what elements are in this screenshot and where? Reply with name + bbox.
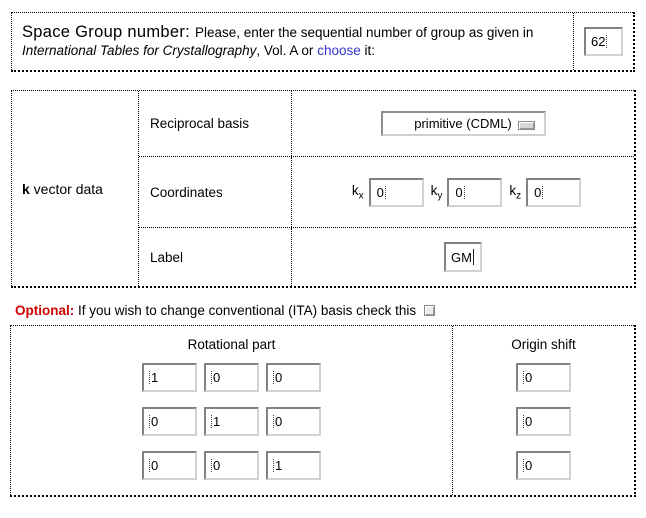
matrix-input-r2c1[interactable]: 0 [204, 451, 259, 480]
matrix-input-r0c2[interactable]: 0 [266, 363, 321, 392]
rotational-matrix [142, 363, 321, 480]
text-caret [464, 186, 465, 199]
coordinates-cell [292, 157, 634, 227]
reciprocal-basis-selected-value: primitive (CDML) [414, 116, 512, 131]
space-group-description [22, 13, 570, 70]
text-caret [385, 186, 386, 199]
ky-label: $k_y$ [430, 182, 443, 202]
text-caret [149, 371, 150, 384]
kz-label: $k_z$ [509, 182, 522, 202]
label-row [139, 228, 634, 286]
matrix-row [142, 407, 321, 436]
matrix-row [142, 363, 321, 392]
ky-input[interactable] [447, 178, 502, 207]
kvector-label-value: GM [451, 249, 472, 265]
kvector-label-input[interactable] [444, 242, 482, 272]
kvector-rows [139, 91, 634, 286]
optional-line [15, 303, 435, 318]
coordinates-label: Coordinates [139, 157, 292, 227]
text-caret [273, 459, 274, 472]
matrix-input-r1c2[interactable]: 0 [266, 407, 321, 436]
text-caret [149, 415, 150, 428]
label-label: Label [139, 228, 292, 286]
space-group-number-input[interactable] [584, 27, 623, 56]
rotational-part-title: Rotational part [187, 337, 276, 352]
matrix-input-r1c1[interactable]: 1 [204, 407, 259, 436]
text-caret [211, 415, 212, 428]
dropdown-indicator-icon [518, 121, 535, 130]
origin-shift-input-0[interactable]: 0 [516, 363, 571, 392]
matrix-input-r0c1[interactable]: 0 [204, 363, 259, 392]
reciprocal-basis-select[interactable] [381, 111, 546, 136]
ky-value: 0 [455, 184, 463, 200]
matrix-input-r1c0[interactable]: 0 [142, 407, 197, 436]
kx-label: $k_x$ [351, 182, 364, 202]
reciprocal-basis-row [139, 91, 634, 157]
text-caret [473, 249, 474, 265]
matrix-input-r2c2[interactable]: 1 [266, 451, 321, 480]
text-caret [542, 186, 543, 199]
coordinates-row [139, 157, 634, 228]
origin-shift-input-2[interactable]: 0 [516, 451, 571, 480]
text-caret [211, 459, 212, 472]
origin-shift-section [453, 326, 634, 495]
matrix-input-r2c0[interactable]: 0 [142, 451, 197, 480]
text-caret [606, 35, 607, 48]
international-tables-title: International Tables for Crystallography [22, 43, 257, 58]
reciprocal-basis-cell [292, 91, 634, 156]
text-caret [523, 371, 524, 384]
kz-input[interactable] [526, 178, 581, 207]
k-bold: k [22, 180, 30, 197]
optional-prefix: Optional: [15, 303, 75, 318]
matrix-row [142, 451, 321, 480]
text-caret [211, 371, 212, 384]
origin-shift-column [516, 363, 571, 480]
kx-value: 0 [376, 184, 384, 200]
space-group-instruction-3: it: [360, 43, 375, 58]
optional-text: If you wish to change conventional (ITA) basis check this [74, 303, 417, 318]
text-caret [523, 415, 524, 428]
space-group-instruction-2: , Vol. A or [256, 43, 318, 58]
kx-input[interactable] [369, 178, 424, 207]
kz-value: 0 [534, 184, 542, 200]
space-group-number-value: 62 [591, 34, 606, 49]
kvector-table [11, 90, 636, 288]
text-caret [273, 371, 274, 384]
space-group-box [11, 12, 635, 72]
choose-link[interactable]: choose [317, 43, 361, 58]
matrix-input-r0c0[interactable]: 1 [142, 363, 197, 392]
origin-shift-title: Origin shift [511, 337, 576, 352]
kvector-row-header [12, 91, 139, 286]
k-rest: vector data [29, 180, 103, 197]
text-caret [273, 415, 274, 428]
label-cell [292, 228, 634, 286]
space-group-instruction: Please, enter the sequential number of group as given in [194, 25, 534, 40]
ita-basis-checkbox[interactable] [424, 305, 435, 316]
cell-divider [573, 13, 574, 70]
space-group-heading: Space Group number: [22, 23, 195, 41]
text-caret [523, 459, 524, 472]
text-caret [149, 459, 150, 472]
reciprocal-basis-label: Reciprocal basis [139, 91, 292, 156]
origin-shift-input-1[interactable]: 0 [516, 407, 571, 436]
rotational-part-section [11, 326, 453, 495]
transform-box [10, 325, 636, 497]
